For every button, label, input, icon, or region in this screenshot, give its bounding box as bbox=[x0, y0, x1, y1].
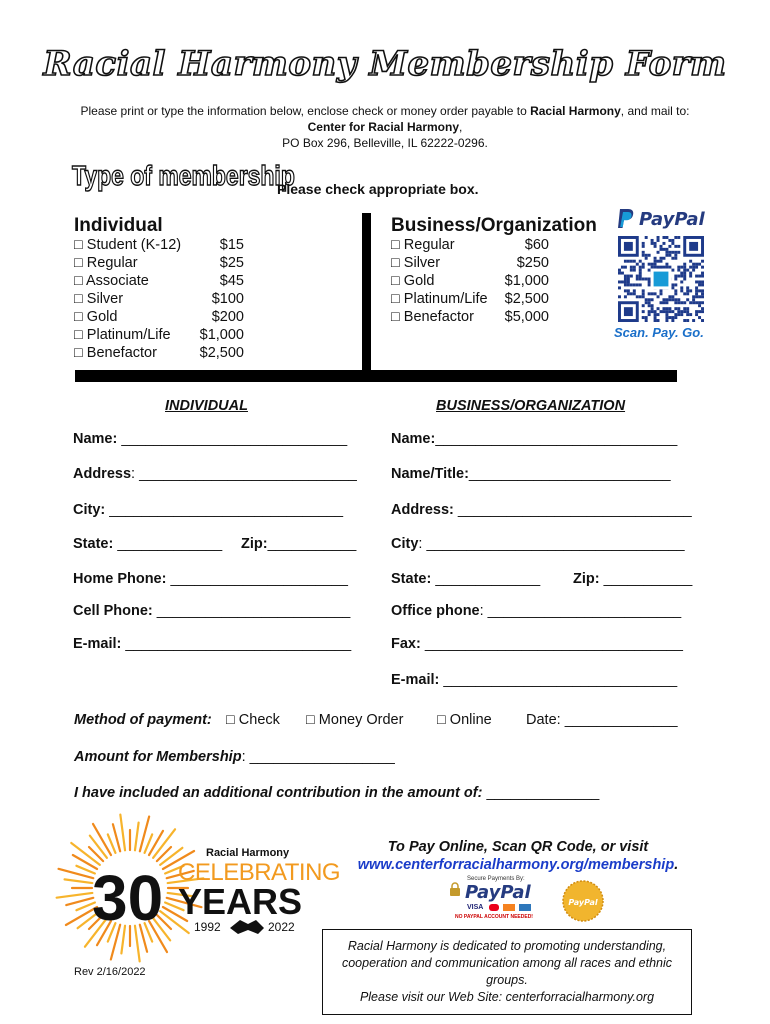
revision-date: Rev 2/16/2022 bbox=[74, 966, 146, 978]
business-membership-list bbox=[391, 236, 549, 326]
handshake-icon bbox=[230, 920, 264, 934]
membership-option[interactable]: □ Student (K-12) $15 bbox=[74, 237, 244, 253]
payment-method-row: Method of payment: bbox=[74, 712, 212, 728]
membership-url-link[interactable]: www.centerforracialharmony.org/membership bbox=[357, 857, 675, 873]
emblem-number: 30 bbox=[92, 862, 164, 934]
anniversary-emblem bbox=[58, 808, 341, 958]
online-pay-text: To Pay Online, Scan QR Code, or visit www.centerforracialharmony.org/membership. bbox=[357, 839, 679, 873]
vertical-divider bbox=[362, 213, 371, 381]
discover-icon bbox=[503, 904, 515, 911]
membership-option[interactable]: □ Benefactor $5,000 bbox=[391, 309, 549, 325]
checkbox[interactable]: □ bbox=[226, 712, 235, 728]
membership-option[interactable]: □ Silver $250 bbox=[391, 255, 549, 271]
payment-option-online[interactable]: □ Online bbox=[437, 712, 492, 728]
checkbox[interactable]: □ bbox=[391, 237, 400, 253]
individual-email-field[interactable]: E-mail: ____________________________ bbox=[73, 636, 352, 652]
membership-option[interactable]: □ Silver $100 bbox=[74, 291, 244, 307]
individual-section-heading: INDIVIDUAL bbox=[165, 398, 248, 414]
paypal-tagline: Scan. Pay. Go. bbox=[614, 325, 704, 340]
checkbox[interactable]: □ bbox=[306, 712, 315, 728]
membership-option[interactable]: □ Regular $60 bbox=[391, 237, 549, 253]
business-fax-field[interactable]: Fax: ________________________________ bbox=[391, 636, 683, 652]
qr-code-icon[interactable] bbox=[618, 236, 704, 322]
individual-membership-list bbox=[74, 236, 244, 362]
individual-state-field[interactable]: State: _____________ bbox=[73, 536, 223, 552]
emblem-years: YEARS bbox=[178, 881, 303, 922]
mastercard-icon bbox=[489, 904, 499, 911]
checkbox[interactable]: □ bbox=[74, 309, 83, 325]
sunburst-ray bbox=[135, 823, 139, 851]
checkbox[interactable]: □ bbox=[74, 327, 83, 343]
membership-option[interactable]: □ Gold $200 bbox=[74, 309, 244, 325]
membership-amount-field[interactable]: Amount for Membership: __________________ bbox=[74, 749, 395, 765]
horizontal-divider bbox=[75, 370, 677, 382]
emblem-end-year: 2022 bbox=[268, 920, 295, 934]
paypal-logo: PayPal bbox=[617, 208, 705, 230]
checkbox[interactable]: □ bbox=[74, 273, 83, 289]
checkbox[interactable]: □ bbox=[437, 712, 446, 728]
membership-option[interactable]: □ Benefactor $2,500 bbox=[74, 345, 244, 361]
membership-heading: Type of membership bbox=[72, 160, 295, 191]
sunburst-ray bbox=[65, 879, 93, 883]
individual-address-field[interactable]: Address: ___________________________ bbox=[73, 466, 357, 482]
checkbox[interactable]: □ bbox=[74, 255, 83, 271]
sunburst-ray bbox=[120, 815, 125, 851]
membership-option[interactable]: □ Platinum/Life $1,000 bbox=[74, 327, 244, 343]
checkbox[interactable]: □ bbox=[74, 291, 83, 307]
intro-text: Please print or type the information below, enclose check or money order payable to Racial Harmony, and mail to: Center for Racial Harmony, PO Box 296, Belleville, IL 62222-0296. bbox=[80, 104, 690, 150]
business-office-phone-field[interactable]: Office phone: ________________________ bbox=[391, 603, 682, 619]
svg-text:PayPal: PayPal bbox=[568, 898, 598, 907]
paypal-secure-badge: Secure Payments By: PayPal VISA NO PAYPAL ACCOUNT NEEDED! bbox=[447, 876, 547, 922]
emblem-org: Racial Harmony bbox=[206, 847, 290, 859]
membership-option[interactable]: □ Regular $25 bbox=[74, 255, 244, 271]
checkbox[interactable]: □ bbox=[74, 345, 83, 361]
business-section-heading: BUSINESS/ORGANIZATION bbox=[436, 398, 626, 414]
emblem-celebrating: CELEBRATING bbox=[178, 859, 341, 886]
individual-city-field[interactable]: City: _____________________________ bbox=[73, 502, 344, 518]
business-state-field[interactable]: State: _____________ bbox=[391, 571, 541, 587]
checkbox[interactable]: □ bbox=[391, 309, 400, 325]
amex-icon bbox=[519, 904, 531, 911]
business-name-title-field[interactable]: Name/Title:_________________________ bbox=[391, 466, 671, 482]
payment-date-field[interactable]: Date: ______________ bbox=[526, 712, 678, 728]
paypal-p-icon bbox=[617, 208, 635, 230]
individual-zip-field[interactable]: Zip:___________ bbox=[241, 536, 357, 552]
sunburst-ray bbox=[90, 836, 107, 858]
payment-option-money-order[interactable]: □ Money Order bbox=[306, 712, 404, 728]
business-name-field[interactable]: Name:______________________________ bbox=[391, 431, 678, 447]
footer-note: Racial Harmony is dedicated to promoting understanding, cooperation and communication among all races and ethnic groups. Please visit our Web Site: centerforracialharmony.org bbox=[341, 939, 673, 1004]
checkbox[interactable]: □ bbox=[74, 237, 83, 253]
business-email-field[interactable]: E-mail: _____________________________ bbox=[391, 672, 678, 688]
contribution-field[interactable]: I have included an additional contribution in the amount of: ______________ bbox=[74, 785, 600, 801]
emblem-start-year: 1992 bbox=[194, 920, 221, 934]
business-title: Business/Organization bbox=[391, 215, 597, 236]
checkbox[interactable]: □ bbox=[391, 291, 400, 307]
business-zip-field[interactable]: Zip: ___________ bbox=[573, 571, 693, 587]
payment-option-check[interactable]: □ Check bbox=[226, 712, 280, 728]
membership-option[interactable]: □ Associate $45 bbox=[74, 273, 244, 289]
checkbox[interactable]: □ bbox=[391, 273, 400, 289]
business-city-field[interactable]: City: ________________________________ bbox=[391, 536, 685, 552]
membership-option[interactable]: □ Gold $1,000 bbox=[391, 273, 549, 289]
business-address-field[interactable]: Address: _____________________________ bbox=[391, 502, 692, 518]
individual-title: Individual bbox=[74, 215, 163, 236]
sunburst-ray bbox=[57, 893, 93, 898]
form-title: Racial Harmony Membership Form bbox=[43, 44, 727, 84]
membership-option[interactable]: □ Platinum/Life $2,500 bbox=[391, 291, 549, 307]
individual-name-field[interactable]: Name: ____________________________ bbox=[73, 431, 348, 447]
checkbox[interactable]: □ bbox=[391, 255, 400, 271]
check-instruction: Please check appropriate box. bbox=[277, 181, 479, 197]
paypal-seal-icon bbox=[557, 880, 609, 922]
lock-icon bbox=[449, 882, 461, 896]
individual-cell-phone-field[interactable]: Cell Phone: ________________________ bbox=[73, 603, 351, 619]
individual-home-phone-field[interactable]: Home Phone: ______________________ bbox=[73, 571, 348, 587]
